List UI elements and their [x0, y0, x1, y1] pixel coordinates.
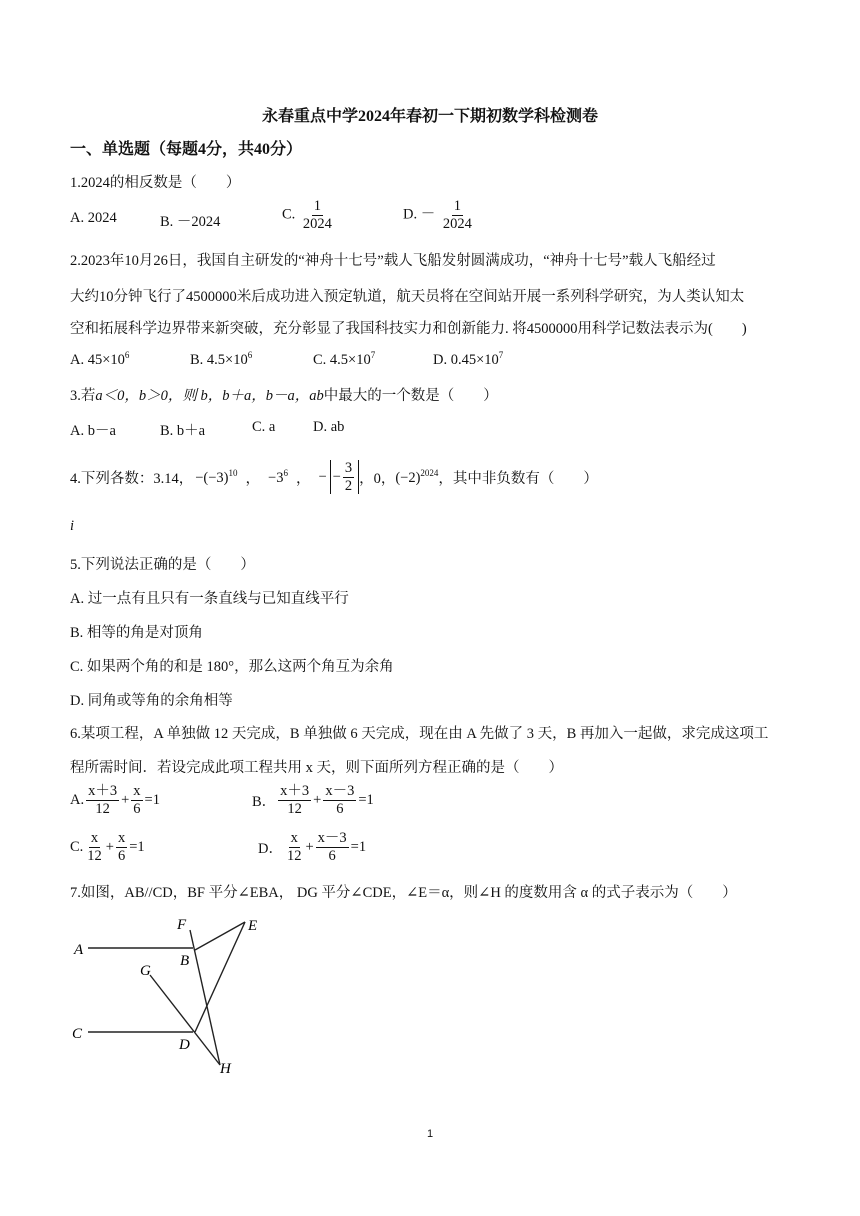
q5-option-c: C. 如果两个角的和是 180°，那么这两个角互为余角 — [70, 659, 394, 675]
q1-option-d-label: D. － — [403, 206, 436, 223]
geometry-figure — [60, 905, 280, 1080]
question-3-stem: 3.若a＜0，b＞0，则 b，b＋a，b－a，ab中最大的一个数是（ ） — [70, 388, 498, 404]
q4-term-3: − − $\frac{3}{2}$ — [318, 460, 359, 494]
q3-option-c: C. a — [252, 419, 276, 435]
q6-option-d: D． $\frac{x}{12}$ + $\frac{x-3}{6}$ =1 — [258, 830, 367, 864]
q3-option-d: D. ab — [313, 419, 345, 435]
section-heading: 一、单选题（每题4分，共40分） — [70, 141, 303, 158]
q5-option-a: A. 过一点有且只有一条直线与已知直线平行 — [70, 591, 349, 607]
question-2-line-3: 空和拓展科学边界带来新突破，充分彰显了我国科技实力和创新能力. 将4500000用科学记数法表示为( ) — [70, 321, 747, 337]
question-6-line-2: 程所需时间．若设完成此项工程共用 x 天，则下面所列方程正确的是（ ） — [70, 760, 563, 776]
label-e: E — [248, 918, 258, 934]
q1-option-c-label: C. — [282, 206, 296, 223]
stray-mark: i — [70, 518, 75, 534]
q1-option-b: B. －2024 — [160, 214, 221, 230]
line-be — [195, 922, 245, 950]
question-2-line-1: 2.2023年10月26日，我国自主研发的“神舟十七号”载人飞船发射圆满成功，“神舟十七号”载人飞船经过 — [70, 253, 716, 269]
label-g: G — [140, 963, 151, 979]
q5-option-d: D. 同角或等角的余角相等 — [70, 693, 233, 709]
q4-term-2: $-3^6$ — [268, 467, 288, 486]
question-1-stem: 1.2024的相反数是（ ） — [70, 175, 241, 191]
question-6-line-1: 6.某项工程，A 单独做 12 天完成，B 单独做 6 天完成，现在由 A 先做了 3 天，B 再加入一起做，求完成这项工 — [70, 726, 769, 742]
q2-option-b: B. $4.5\times 10^6$ — [190, 350, 253, 368]
q2-option-d: D. $0.45\times 10^7$ — [433, 350, 504, 368]
question-2-line-2: 大约10分钟飞行了4500000米后成功进入预定轨道，航天员将在空间站开展一系列科学研究，为人类认知太 — [70, 289, 745, 305]
q6-option-b: B． $\frac{x+3}{12}$ + $\frac{x-3}{6}$ =1 — [252, 783, 374, 817]
label-c: C — [72, 1026, 83, 1042]
q4-term-4: $(-2)^{2024}$ — [395, 467, 439, 486]
question-7-stem: 7.如图，AB//CD，BF 平分∠EBA， DG 平分∠CDE，∠E＝α，则∠H 的度数用含 α 的式子表示为（ ） — [70, 885, 737, 901]
q5-option-b: B. 相等的角是对顶角 — [70, 625, 203, 641]
q1-option-c — [282, 198, 336, 232]
q3-option-b: B. b＋a — [160, 423, 206, 439]
q1-option-d — [403, 198, 476, 232]
label-d: D — [179, 1037, 190, 1053]
question-4-stem: 4.下列各数：3.14， $-(-3)^{10}$ ， $-3^6$ ， − − $\frac{3}{2}$ ，0， $(-2)^{2024}$ ，其中非负数有（ ） — [70, 459, 598, 494]
line-ed — [195, 922, 245, 1032]
label-b: B — [180, 953, 190, 969]
page-number: 1 — [426, 1128, 434, 1140]
q1-option-d-fraction: $\frac{1}{2024}$ — [442, 198, 472, 232]
q3-option-a: A. b－a — [70, 423, 116, 439]
q6-option-a: A. $\frac{x+3}{12}$ + $\frac{x}{6}$ =1 — [70, 783, 160, 817]
q1-option-c-fraction: $\frac{1}{2024}$ — [302, 198, 332, 232]
label-a: A — [74, 942, 84, 958]
q6-option-c: C. $\frac{x}{12}$ + $\frac{x}{6}$ =1 — [70, 830, 145, 864]
q4-term-1: $-(-3)^{10}$ — [195, 467, 238, 486]
q2-option-c: C. $4.5\times 10^7$ — [313, 350, 376, 368]
q1-option-a: A. 2024 — [70, 210, 117, 226]
q2-option-a: A. $45\times 10^6$ — [70, 350, 130, 368]
question-5-stem: 5.下列说法正确的是（ ） — [70, 557, 255, 573]
label-f: F — [177, 917, 187, 933]
label-h: H — [220, 1061, 231, 1077]
page-title: 永春重点中学2024年春初一下期初数学科检测卷 — [261, 108, 598, 125]
